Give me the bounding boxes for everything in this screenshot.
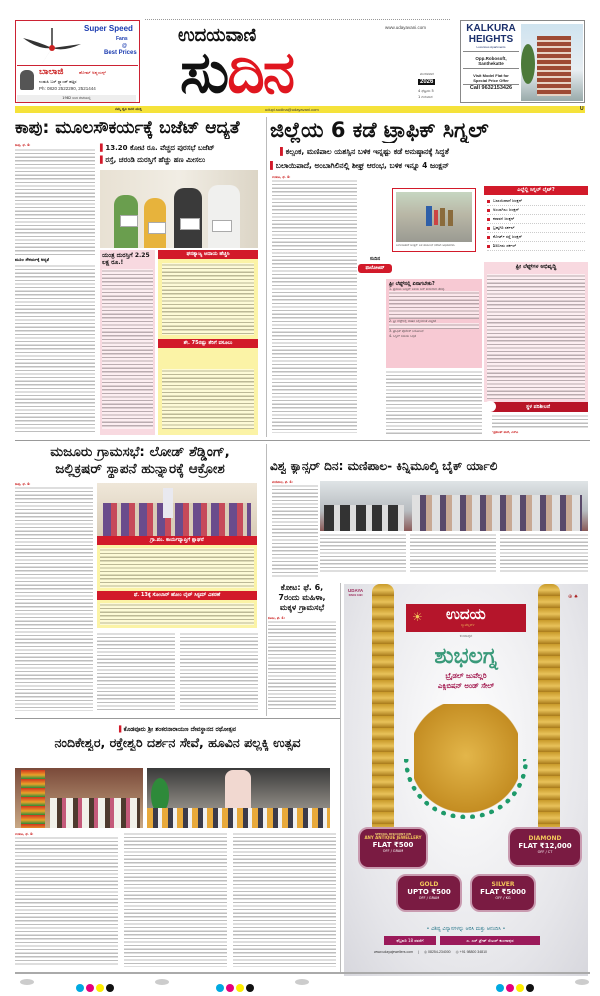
- offer-unit: OFF / CT: [537, 850, 553, 854]
- story1-headline[interactable]: ಕಾಪು: ಮೂಲಸೌಕರ್ಯಕ್ಕೆ ಬಜೆಟ್ ಆದ್ಯತೆ: [15, 118, 240, 138]
- dateline: ಮಣಿಪಾಲ, ಫೆ. 4:: [272, 480, 293, 484]
- necklace-left-icon: [372, 584, 394, 834]
- bullet-icon: [487, 200, 490, 203]
- byline: -ಪ್ರಶಾಂತ್ ಪಾದೆ, ಎಸ್‌ಪಿ: [492, 430, 519, 434]
- story3-body3: [180, 632, 258, 716]
- ad-phone: +91 98800 34810: [459, 950, 488, 954]
- sunburst-icon: ☀: [412, 610, 423, 624]
- ad-tagline: • ವಿಶಿಷ್ಟ ವಿನ್ಯಾಸಗಳನ್ನು ಆರಿಸಿ ಮತ್ತು ಆನಂದಿಸಿ •: [426, 926, 506, 932]
- signal-list-item: [487, 206, 585, 215]
- opinion-body: [492, 414, 588, 436]
- pinkbox-point: 4. ಸಿಗ್ನಲ್ ಸಮಯ ಸಿದ್ಧತೆ: [389, 333, 416, 338]
- story3-headline[interactable]: [15, 444, 265, 478]
- story4-photo[interactable]: [320, 481, 588, 531]
- udaya-brand: ಉದಯ: [446, 605, 486, 623]
- edition-label: ಮಂಗಳವಾರ: [420, 72, 435, 76]
- story4-body: [272, 480, 318, 580]
- cmyk-color-bar: [495, 977, 535, 996]
- signal-list-text: ಬ್ರಹ್ಮಗಿರಿ ಸರ್ಕಲ್: [493, 225, 515, 230]
- signal-list-item: [487, 233, 585, 242]
- headline-line: ಮಕ್ಕಳ ಗ್ರಾಮಸಭೆ: [279, 603, 325, 612]
- story6-body3: [233, 832, 336, 969]
- subhead-text: ರಸ್ತೆ, ಚರಂಡಿ ದುರಸ್ತಿಗೆ ಹೆಚ್ಚು ಹಣ ಮೀಸಲು: [105, 156, 206, 164]
- bullet-icon: [487, 227, 490, 230]
- offer-main: FLAT ₹12,000: [518, 842, 572, 850]
- bullet-icon: [487, 236, 490, 239]
- brand-sudina-red: ದಿನ: [227, 38, 293, 106]
- story5-headline[interactable]: [268, 583, 336, 613]
- ad-shop-address: ಉಡುಪಿ ಬಸ್ ಸ್ಟ್ಯಾಂಡ್ ಹತ್ತಿರ: [39, 79, 77, 84]
- ad-kalkura-line: KALKURA: [466, 23, 516, 34]
- shubhalagna-title: ಶುಭಲಗ್ನ: [434, 644, 498, 669]
- dateline: ಉಡುಪಿ, ಫೆ. 4:: [272, 175, 291, 179]
- ad-kalkura-line: Luxurious Apartments: [463, 45, 519, 52]
- headline-line: 7ರಂದು ಮಹಿಳಾ,: [278, 593, 326, 602]
- speech-bubble-icon: [484, 401, 496, 412]
- story6-photo1[interactable]: [15, 768, 143, 828]
- ad-fans[interactable]: [15, 20, 140, 103]
- ad-shop-block: [17, 65, 138, 102]
- ad-contact-line: www.udayajewellers.com | ◎ 08254-234000 ◎ +91 98800 34810: [374, 950, 488, 954]
- ad-kalkura-line: HEIGHTS: [468, 34, 514, 45]
- column-divider: [266, 117, 267, 437]
- bis-hallmark-icon: ⊕ ♠: [568, 594, 579, 600]
- story2-photo-frame: [392, 188, 476, 252]
- story3-box-title: ಫೆ. 13ಕ್ಕೆ ಸೋಲಾರ್ ಹೋಂ ಲೈಟ್ ಸಿಸ್ಟಮ್ ವಿತರಣೆ: [97, 591, 257, 600]
- signal-list-text: ಕರಾವಳಿ ಜಂಕ್ಷನ್: [493, 216, 515, 221]
- subhead-text: 13.20 ಕೋಟಿ ರೂ. ವೆಚ್ಚದ ಪುರಸಭೆ ಬಜೆಟ್: [105, 144, 215, 152]
- headline-line: ಮಜೂರು ಗ್ರಾಮಸಭೆ: ಲೋಡ್ ಶೆಡ್ಡಿಂಗ್,: [50, 444, 230, 460]
- signal-list-item: [487, 224, 585, 233]
- ad-website[interactable]: www.udayajewellers.com: [374, 950, 414, 954]
- story5: [268, 583, 336, 716]
- registration-mark: [155, 979, 169, 985]
- signal-list-title: ಎಲ್ಲೆಲ್ಲಿ ಸಿಗ್ನಲ್ ಲೈಟ್?: [484, 186, 588, 195]
- offer-unit: OFF / GRAM: [418, 896, 440, 900]
- necklace-right-icon: [538, 584, 560, 834]
- offer-pre: SPECIAL DISCOUNT ON: [374, 832, 411, 836]
- story1-sub2: ▌ರಸ್ತೆ, ಚರಂಡಿ ದುರಸ್ತಿಗೆ ಹೆಚ್ಚು ಹಣ ಮೀಸಲು: [100, 156, 206, 164]
- ad-kalkura-line: Special Price Offer: [473, 78, 509, 83]
- bullet-icon: [487, 245, 490, 248]
- story4-body4: [500, 533, 588, 580]
- offer-gold: [396, 874, 462, 912]
- story2-sub1: ▌ಕಲ್ಸಂಕ, ಮಣಿಪಾಲ ಯಶಸ್ಸಿನ ಬಳಿಕ ಇನ್ನಷ್ಟು ಕಡೆ ಅನುಷ್ಠಾನಕ್ಕೆ ಸಿದ್ಧತೆ: [280, 147, 449, 156]
- story6-body: [15, 832, 118, 969]
- photo-caption: ಬಲಾಯಿಪಾದೆ ಜಂಕ್ಷನ್ ಬಳಿ ಪರಿಶೀಲನೆ ನಡೆಸಿದ ಅಧಿಕಾರಿಗಳು.: [396, 243, 456, 247]
- opinion-label: ಸ್ಥಳ ಪರಿಶೀಲನೆ: [526, 404, 550, 410]
- ad-kalkura-line: Visit Model Flat for: [473, 73, 509, 78]
- story4-body2: [320, 533, 406, 580]
- story4-body3: [410, 533, 496, 580]
- story6-body2: [124, 832, 227, 969]
- dateline: ಕಾಪು, ಫೆ. 4:: [15, 482, 31, 486]
- ad-fans-line: @: [122, 43, 127, 49]
- registration-mark: [575, 979, 589, 985]
- story1-body: [15, 143, 95, 435]
- story3-yellow-box: [97, 545, 257, 591]
- corner-brand: UDAYA: [348, 588, 364, 593]
- signal-list: [484, 186, 588, 274]
- registration-mark: [20, 979, 34, 985]
- bullet-icon: [487, 218, 490, 221]
- offer-silver: [470, 874, 536, 912]
- story6-headline[interactable]: ನಂದಿಕೇಶ್ವರ, ರಕ್ತೇಶ್ವರಿ ದರ್ಶನ ಸೇವೆ, ಹೂವಿನ ಪಲ್ಲಕ್ಕಿ ಉತ್ಸವ: [54, 735, 301, 750]
- udaya-location: ಕುಂದಾಪುರ: [459, 634, 473, 638]
- rightbox-head: ಫ್ರೀ ಲೆಫ್ಟ್‌ಗಳ ಅಭಿವೃದ್ಧಿ: [515, 264, 557, 270]
- signal-list-item: [487, 197, 585, 206]
- badge-bottom: ಫಾಲೋಅಪ್: [358, 264, 392, 273]
- signal-list-item: [487, 215, 585, 224]
- offer-head: DIAMOND: [528, 835, 562, 842]
- story3-body: [15, 482, 93, 714]
- ad-subtitle: ಬ್ರೈಡಲ್ ಜುವೆಲ್ಲರಿ: [445, 672, 487, 680]
- story3-photo[interactable]: [97, 483, 257, 536]
- whatsapp-icon: ◎: [455, 950, 459, 954]
- offer-main: UPTO ₹500: [407, 888, 451, 896]
- story3-yellow-box2: [97, 600, 257, 628]
- email-link[interactable]: udupi.sudina@udayavani.com: [265, 107, 319, 112]
- masthead-divider: [145, 19, 450, 20]
- sidebox-head: ಯಂತ್ರ ದುರಸ್ತಿಗೆ 2.25 ಲಕ್ಷ ರೂ.!: [102, 252, 150, 266]
- story3-caption-bar: ಗ್ರಾ.ಪಂ. ಕಾರ್ಯವ್ಯಾಪ್ತಿಗೆ ಶ್ಲಾಘನೆ: [97, 536, 257, 545]
- offer-head: GOLD: [419, 881, 439, 888]
- story2-sub2: ▌ಬಲಾಯಿಪಾದೆ, ಅಂಬಾಗಿಲಿನಲ್ಲಿ ಶೀಘ್ರ ಆರಂಭ, ಬಳಿಕ ಇನ್ನೂ 4 ಜಂಕ್ಷನ್: [270, 161, 449, 170]
- cmyk-color-bar: [215, 977, 255, 996]
- udaya-brand-sub: ಜ್ಯುವೆಲ್ಲರ್ಸ್: [461, 623, 475, 627]
- offer-diamond: [508, 827, 582, 867]
- page-bottom-rule: [15, 972, 590, 974]
- udaya-brand-box: [406, 604, 526, 632]
- story2-photo[interactable]: [396, 192, 472, 242]
- headline-line: ಜಲ್ಲಿಕ್ರಷರ್ ಸ್ಥಾಪನೆ ಹುನ್ನಾರಕ್ಕೆ ಆಕ್ರೋಶ: [55, 461, 225, 477]
- page-letter: U: [580, 106, 584, 112]
- pinkbox-point: 2. ಫ್ರೀ ಲೆಫ್ಟ್‌ನಲ್ಲಿ ವಾಹನ ನಿಲ್ಲಿಸದಂತೆ ಎಚ್ಚರಿಕೆ: [389, 319, 436, 324]
- story2-pink-box: [386, 279, 482, 368]
- ad-shop-name: ಬಾಲಾಜಿ: [39, 67, 64, 77]
- story4-headline[interactable]: ವಿಶ್ವ ಕ್ಯಾನ್ಸರ್ ದಿನ: ಮಣಿಪಾಲ- ಕಿನ್ನಿಮೂಲ್ಕಿ ಬೈಕ್ ರ್ಯಾಲಿ: [270, 459, 498, 473]
- ad-date-pill: ಫೆಬ್ರವರಿ 18 ರವರೆಗೆ: [384, 936, 436, 945]
- offer-main: FLAT ₹5000: [480, 888, 526, 896]
- offer-antique: [358, 827, 428, 869]
- registration-mark: [295, 979, 309, 985]
- ad-fans-title: Super Speed: [84, 24, 133, 33]
- brand-sudina-black: ಸು: [180, 38, 228, 106]
- signal-list-text: ಕೋರ್ಟ್ ರಸ್ತೆ ಜಂಕ್ಷನ್: [493, 234, 523, 239]
- box-title: ಶೇ. 75ರಷ್ಟು ತೆರಿಗೆ ವಸೂಲು: [158, 339, 258, 348]
- kicker-text: ಕೊಡವೂರು ಶ್ರೀ ಶಂಕರನಾರಾಯಣ ದೇವಸ್ಥಾನದ ರಥೋತ್ಸವ: [123, 726, 236, 733]
- story1-photo[interactable]: [100, 170, 258, 248]
- badge-top: ಸುದಿನ: [364, 254, 386, 264]
- offer-main: FLAT ₹500: [372, 840, 414, 849]
- story6-photo2[interactable]: [147, 768, 330, 828]
- story1-sidebox: [100, 250, 155, 435]
- story2-body: [272, 175, 357, 437]
- ad-kalkura-line: Santhekatte: [463, 61, 519, 69]
- story2-headline[interactable]: ಜಿಲ್ಲೆಯ 6 ಕಡೆ ಟ್ರಾಫಿಕ್ ಸಿಗ್ನಲ್: [270, 118, 489, 142]
- udaya-corner-logo: [348, 588, 363, 598]
- corner-since: SINCE 1990: [348, 594, 363, 597]
- opinion-bar: [488, 402, 588, 412]
- section-divider: [15, 440, 590, 441]
- offer-unit: OFF / GRAM: [382, 848, 404, 853]
- signal-list-text: ಶಿರಿಬೀಡು ಸರ್ಕಲ್: [493, 243, 517, 248]
- box-title: ಘನತ್ಯಾಜ್ಯ ಆದಾಯ ಹೆಚ್ಚಿಸಿ: [158, 250, 258, 259]
- ad-shop-sub: ಹೋಮ್ ಅಪ್ಲಯನ್ಸ್: [79, 70, 106, 75]
- ad-kalkura-line: Opp.Robosoft,: [475, 56, 507, 61]
- offer-unit: OFF / KG: [495, 896, 511, 900]
- ad-shop-phone: Ph: 0820 2522290, 2521444: [39, 86, 96, 91]
- pinkbox-point: 1. ಪ್ರಮುಖ ಜಂಕ್ಷನ್ ಬಳಿಯ ಬಸ್ ತಂಗುದಾಣ ತೆರವು: [389, 287, 445, 291]
- story1-box1: [158, 250, 258, 365]
- ad-venue-pill: ಎ. ಎಸ್ ಟ್ರೇಡ್ ಸೆಂಟರ್ ಕುಂದಾಪುರ: [440, 936, 540, 945]
- pinkbox-point: 3. ಟ್ರಾಫಿಕ್ ಪೊಲೀಸ್ ನಿಯೋಜನೆ: [389, 329, 424, 334]
- story1-sub1: ▌13.20 ಕೋಟಿ ರೂ. ವೆಚ್ಚದ ಪುರಸಭೆ ಬಜೆಟ್: [100, 144, 215, 152]
- ad-fans-line: Fans: [116, 36, 128, 42]
- masthead-yellow-bar: [15, 106, 585, 113]
- story2-right-box: [484, 262, 588, 402]
- column-divider: [266, 444, 267, 716]
- section-divider: [15, 718, 340, 719]
- signal-list-text: ಅಂಬಾಗಿಲು ಜಂಕ್ಷನ್: [493, 207, 520, 212]
- headline-line: ಕೋಟ: ಫೆ. 6,: [280, 583, 324, 592]
- ad-phone: 08254-234000: [428, 950, 451, 954]
- pinkbox-title: ಫ್ರೀ ಲೆಫ್ಟ್‌ನಲ್ಲಿ ಏನಾಗಬೇಕು?: [389, 281, 435, 287]
- ad-kalkura[interactable]: [460, 20, 585, 103]
- ad-kalkura-phone: Call 9632153426: [463, 84, 519, 91]
- offer-head: ANY ANTIQUE JEWELLERY: [364, 835, 422, 840]
- cmyk-color-bar: [75, 977, 115, 996]
- dateline: ಉಡುಪಿ, ಫೆ. 4:: [15, 832, 34, 836]
- brand-udayavani: ಉದಯವಾಣಿ: [178, 25, 257, 46]
- sudina-followup-badge: [358, 254, 390, 276]
- pinkbox-points: [389, 287, 479, 338]
- subhead-text: ಕಲ್ಸಂಕ, ಮಣಿಪಾಲ ಯಶಸ್ಸಿನ ಬಳಿಕ ಇನ್ನಷ್ಟು ಕಡೆ ಅನುಷ್ಠಾನಕ್ಕೆ ಸಿದ್ಧತೆ: [285, 147, 449, 156]
- edition-year: [418, 79, 435, 85]
- subhead-text: ಬಲಾಯಿಪಾದೆ, ಅಂಬಾಗಿಲಿನಲ್ಲಿ ಶೀಘ್ರ ಆರಂಭ, ಬಳಿಕ ಇನ್ನೂ 4 ಜಂಕ್ಷನ್: [275, 161, 449, 170]
- deity-icon: [20, 70, 34, 90]
- bullet-icon: [487, 209, 490, 212]
- signal-list-text: ಬಲಾಯಿಪಾದೆ ಜಂಕ್ಷನ್: [493, 198, 523, 203]
- section-subhead: ಮೂಲ ಸೌಕರ್ಯಕ್ಕೆ ಆದ್ಯತೆ: [15, 257, 49, 263]
- story2-body2: [386, 370, 482, 437]
- date-line: 1 ಗುರುವಾರ: [418, 95, 433, 99]
- ad-shop-since: 1982 ರಿಂದ ಸೇವೆಯಲ್ಲಿ: [17, 95, 136, 102]
- whatsapp-icon: ◎: [424, 950, 428, 954]
- ad-subtitle: ಎಕ್ಸಿಬಿಷನ್ ಅಂಡ್ ಸೇಲ್: [437, 682, 495, 690]
- signal-list-item: [487, 242, 585, 251]
- date-line: 4 ಫೆಬ್ರವರಿ 5: [418, 89, 434, 93]
- offer-head: SILVER: [491, 881, 515, 888]
- website-link[interactable]: www.udayavani.com: [385, 25, 427, 30]
- brand-sudina: [180, 40, 293, 104]
- building-photo: [521, 24, 583, 101]
- dateline: ಕೋಟ, ಫೆ. 4:: [268, 616, 285, 620]
- story1-box2: [158, 365, 258, 435]
- tagline: ನಮ್ಮ ಧ್ವನಿ ಜನರ ಮುಕ್ತಿ: [115, 107, 142, 111]
- ad-fans-line: Best Prices: [104, 50, 137, 56]
- dateline: ಕಾಪು, ಫೆ. 4:: [15, 143, 31, 147]
- story3-body2: [97, 632, 175, 716]
- year-text: 2026: [420, 79, 434, 85]
- jewellery-ad[interactable]: [344, 584, 588, 976]
- column-divider: [340, 583, 341, 973]
- story6-kicker: ▌ಕೊಡವೂರು ಶ್ರೀ ಶಂಕರನಾರಾಯಣ ದೇವಸ್ಥಾನದ ರಥೋತ್ಸವ: [119, 726, 236, 733]
